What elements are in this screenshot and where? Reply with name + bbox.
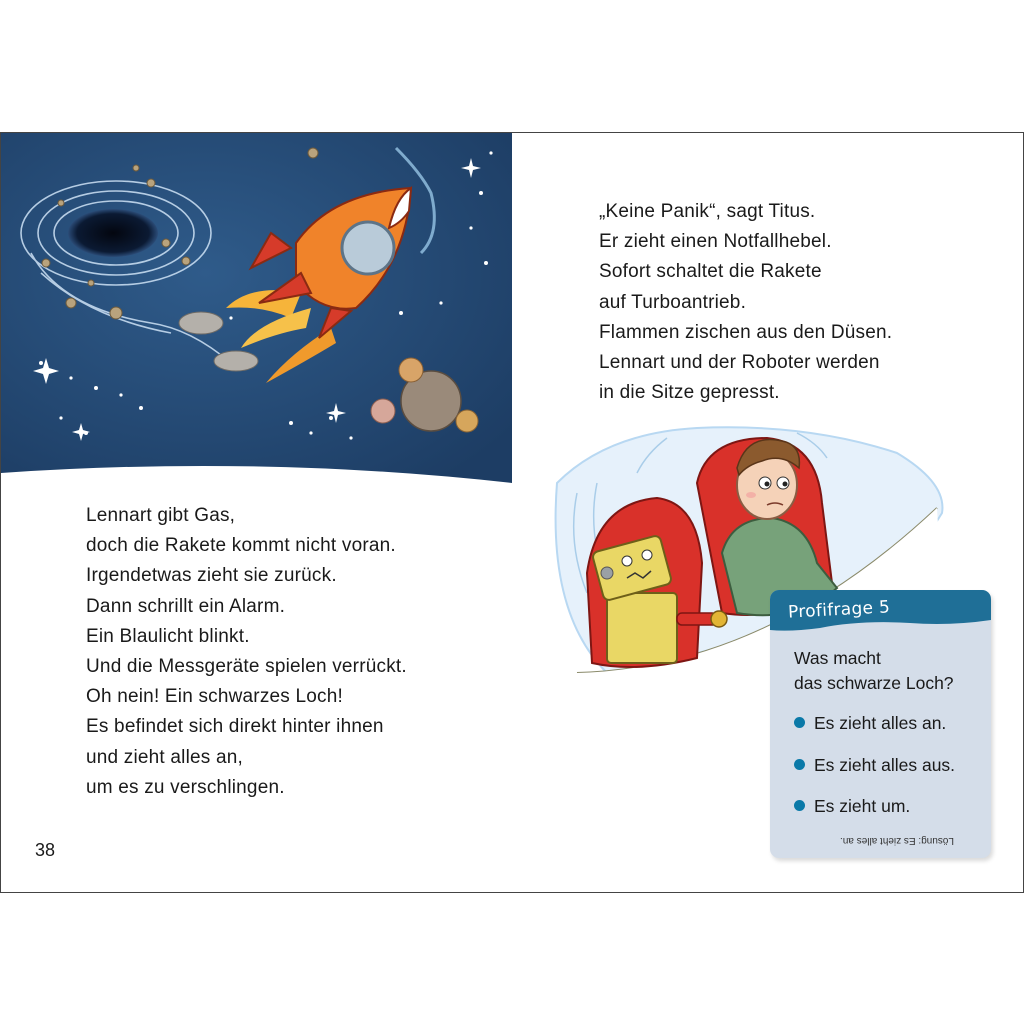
answer-option-label: Es zieht um. — [814, 796, 911, 816]
left-page — [1, 133, 512, 892]
text-line: und zieht alles an, — [86, 746, 243, 768]
text-line: um es zu verschlingen. — [86, 776, 285, 798]
answer-option-3[interactable] — [794, 796, 910, 817]
right-page — [512, 133, 1023, 892]
text-line: Es befindet sich direkt hinter ihnen — [86, 716, 384, 738]
question-line: das schwarze Loch? — [794, 673, 954, 693]
text-line: Lennart gibt Gas, — [86, 505, 236, 526]
answer-option-label: Es zieht alles an. — [814, 713, 947, 733]
answer-option-2[interactable] — [794, 755, 955, 776]
left-page-text — [86, 501, 407, 803]
text-line: Flammen zischen aus den Düsen. — [599, 321, 893, 343]
profifrage-card — [770, 590, 991, 858]
profifrage-title: Profifrage 5 — [787, 597, 891, 623]
text-line: doch die Rakete kommt nicht voran. — [86, 535, 396, 557]
question-line: Was macht — [794, 648, 881, 668]
text-line: Und die Messgeräte spielen verrückt. — [86, 656, 407, 678]
text-line: auf Turboantrieb. — [599, 291, 747, 313]
text-line: in die Sitze gepresst. — [599, 382, 780, 404]
bullet-icon — [794, 800, 805, 811]
text-line: Lennart und der Roboter werden — [599, 352, 880, 374]
text-line: Dann schrillt ein Alarm. — [86, 595, 286, 617]
book-spread — [0, 132, 1024, 893]
text-line: Ein Blaulicht blinkt. — [86, 625, 250, 647]
text-line: Er zieht einen Notfallhebel. — [599, 231, 832, 253]
page-number: 38 — [35, 840, 56, 860]
text-line: Oh nein! Ein schwarzes Loch! — [86, 686, 343, 708]
bullet-icon — [794, 759, 805, 770]
text-line: „Keine Panik“, sagt Titus. — [599, 201, 816, 222]
right-page-text — [599, 197, 892, 408]
answer-option-1[interactable] — [794, 713, 946, 734]
profifrage-question — [794, 646, 954, 696]
space-illustration — [1, 133, 512, 483]
text-line: Sofort schaltet die Rakete — [599, 261, 822, 283]
bullet-icon — [794, 717, 805, 728]
answer-option-label: Es zieht alles aus. — [814, 755, 956, 775]
text-line: Irgendetwas zieht sie zurück. — [86, 565, 337, 587]
solution-upside-down: Lösung: Es zieht alles an. — [840, 835, 954, 846]
